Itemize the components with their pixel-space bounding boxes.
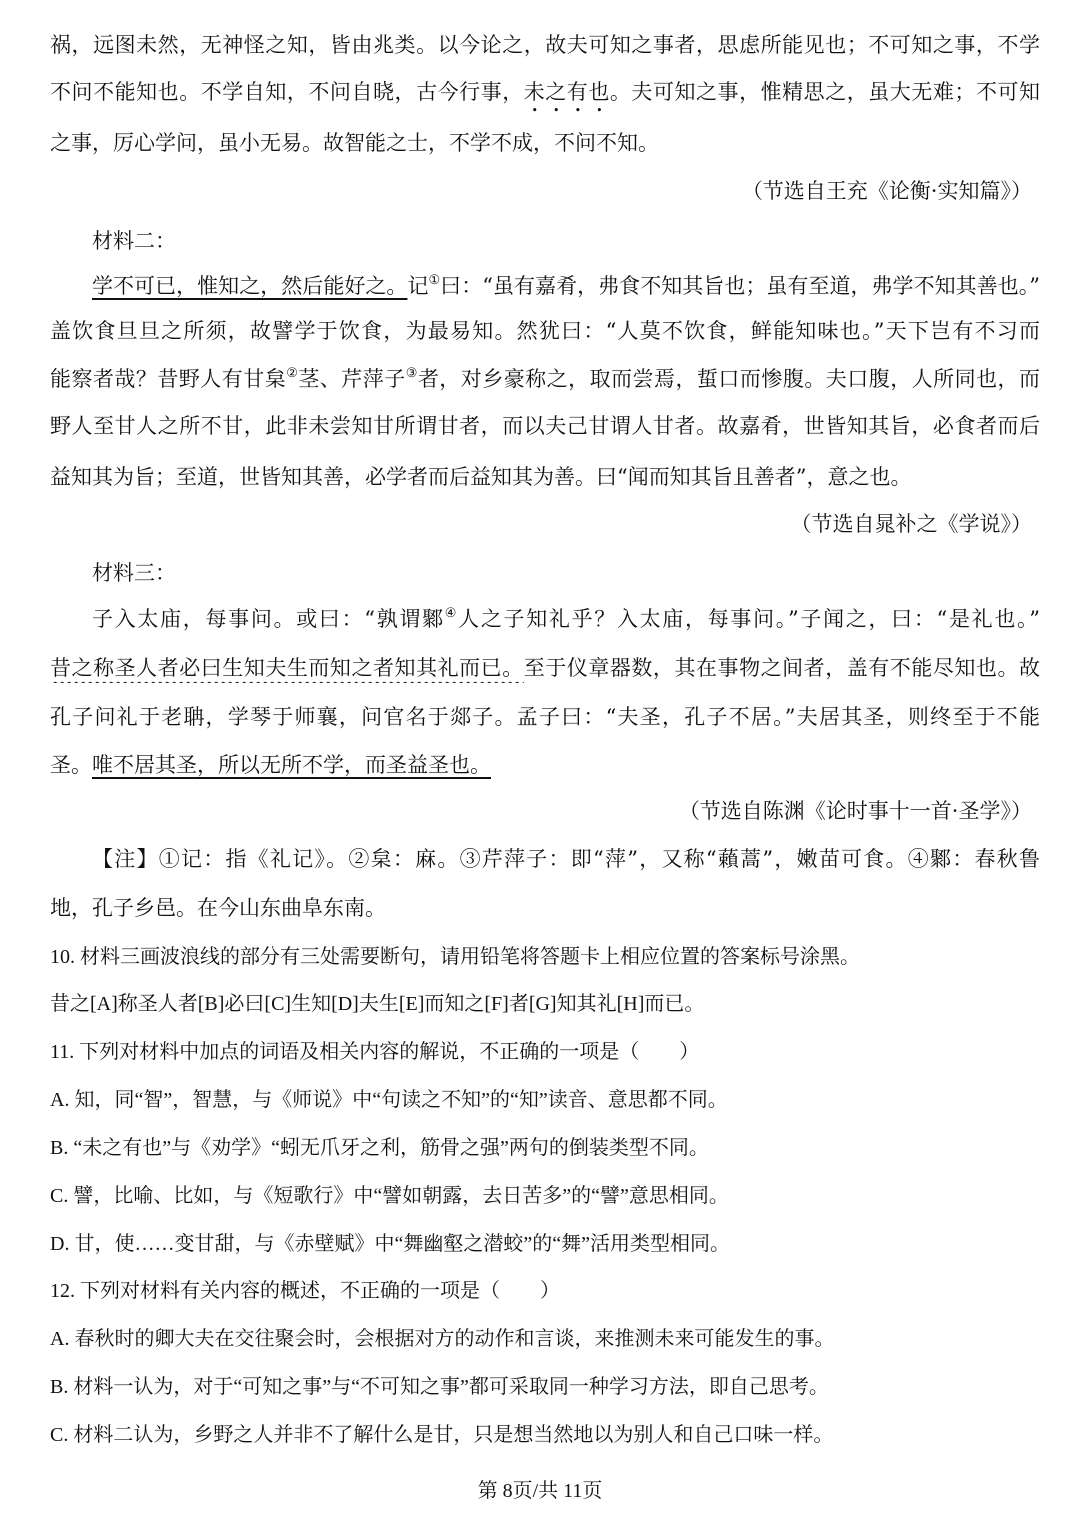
material3-line: 子入太庙，每事问。或曰：“孰谓鄹④人之子知礼乎？入太庙，每事问。”子闻之，曰：“是礼也。” <box>92 606 1040 631</box>
question-11-option-c: C. 譬，比喻、比如，与《短歌行》中“譬如朝露，去日苦多”的“譬”意思相同。 <box>50 1185 729 1207</box>
underlined-sentence: 学不可已，惟知之，然后能好之。 <box>92 274 408 298</box>
material3-line: 昔之称圣人者必曰生知夫生而知之者知其礼而已。至于仪章器数，其在事物之间者，盖有不能尽知也。故 <box>50 656 1040 680</box>
note-marker: ③ <box>405 366 418 381</box>
notes-line: 【注】①记：指《礼记》。②枲：麻。③芹萍子：即“萍”，又称“藾蒿”，嫩苗可食。④鄹：春秋鲁 <box>92 847 1040 871</box>
question-11-option-a: A. 知，同“智”，智慧，与《师说》中“句读之不知”的“知”读音、意思都不同。 <box>50 1089 728 1111</box>
dotted-phrase: 未之有也 <box>523 80 610 104</box>
note-marker: ① <box>428 273 441 288</box>
material2-line: 学不可已，惟知之，然后能好之。记①曰：“虽有嘉肴，弗食不知其旨也；虽有至道，弗学不知其善也。” <box>92 273 1040 298</box>
question-12-option-a: A. 春秋时的卿大夫在交往聚会时，会根据对方的动作和言谈，来推测未来可能发生的事。 <box>50 1328 835 1350</box>
question-10-stem: 10. 材料三画波浪线的部分有三处需要断句，请用铅笔将答题卡上相应位置的答案标号涂黑。 <box>50 946 860 968</box>
question-11-option-d: D. 甘，使……变甘甜，与《赤壁赋》中“舞幽壑之潜蛟”的“舞”活用类型相同。 <box>50 1233 730 1255</box>
material2-label: 材料二： <box>92 229 176 253</box>
wavy-underlined-sentence: 昔之称圣人者必曰生知夫生而知之者知其礼而已。 <box>50 656 524 680</box>
question-12-option-c: C. 材料二认为，乡野之人并非不了解什么是甘，只是想当然地以为别人和自己口味一样。 <box>50 1424 834 1446</box>
material3-line: 圣。唯不居其圣，所以无所不学，而圣益圣也。 <box>50 753 491 777</box>
material2-line: 能察者哉？昔野人有甘枲②茎、芹萍子③者，对乡豪称之，取而尝焉，蜇口而惨腹。夫口腹，人所同也，而 <box>50 366 1040 391</box>
question-11-option-b: B. “未之有也”与《劝学》“蚓无爪牙之利，筋骨之强”两句的倒装类型不同。 <box>50 1137 709 1159</box>
material2-line: 益知其为旨；至道，世皆知其善，必学者而后益知其为善。曰“闻而知其旨且善者”，意之也。 <box>50 465 912 489</box>
material1-line: 祸，远图未然，无神怪之知，皆由兆类。以今论之，故夫可知之事者，思虑所能见也；不可知之事，不学 <box>50 33 1040 57</box>
question-10-options: 昔之[A]称圣人者[B]必曰[C]生知[D]夫生[E]而知之[F]者[G]知其礼[H]而已。 <box>50 993 705 1015</box>
material3-label: 材料三： <box>92 561 176 585</box>
note-marker: ② <box>286 366 299 381</box>
question-12-option-b: B. 材料一认为，对于“可知之事”与“不可知之事”都可采取同一种学习方法，即自己思考。 <box>50 1376 829 1398</box>
material2-source: （节选自晁补之《学说》） <box>790 512 1032 536</box>
question-12-stem: 12. 下列对材料有关内容的概述，不正确的一项是（ ） <box>50 1280 560 1302</box>
underlined-sentence: 唯不居其圣，所以无所不学，而圣益圣也。 <box>92 753 491 777</box>
note-marker: ④ <box>444 606 459 621</box>
material3-source: （节选自陈渊《论时事十一首·圣学》） <box>678 799 1032 823</box>
notes-line: 地，孔子乡邑。在今山东曲阜东南。 <box>50 896 386 920</box>
page-number: 第 8页/共 11页 <box>477 1480 603 1502</box>
material2-line: 野人至甘人之所不甘，此非未尝知甘所谓甘者，而以夫己甘谓人甘者。故嘉肴，世皆知其旨，必食者而后 <box>50 414 1040 438</box>
material3-line: 孔子问礼于老聃，学琴于师襄，问官名于郯子。孟子曰：“夫圣，孔子不居。”夫居其圣，则终至于不能 <box>50 705 1040 729</box>
material1-line: 不问不能知也。不学自知，不问自晓，古今行事，未之有也。夫可知之事，惟精思之，虽大无难；不可知 <box>50 80 1040 104</box>
question-11-stem: 11. 下列对材料中加点的词语及相关内容的解说，不正确的一项是（ ） <box>50 1041 700 1063</box>
material2-line: 盖饮食旦旦之所须，故譬学于饮食，为最易知。然犹曰：“人莫不饮食，鲜能知味也。”天下岂有不习而 <box>50 319 1040 343</box>
material1-line: 之事，厉心学问，虽小无易。故智能之士，不学不成，不问不知。 <box>50 131 659 155</box>
material1-source: （节选自王充《论衡·实知篇》） <box>741 179 1032 203</box>
